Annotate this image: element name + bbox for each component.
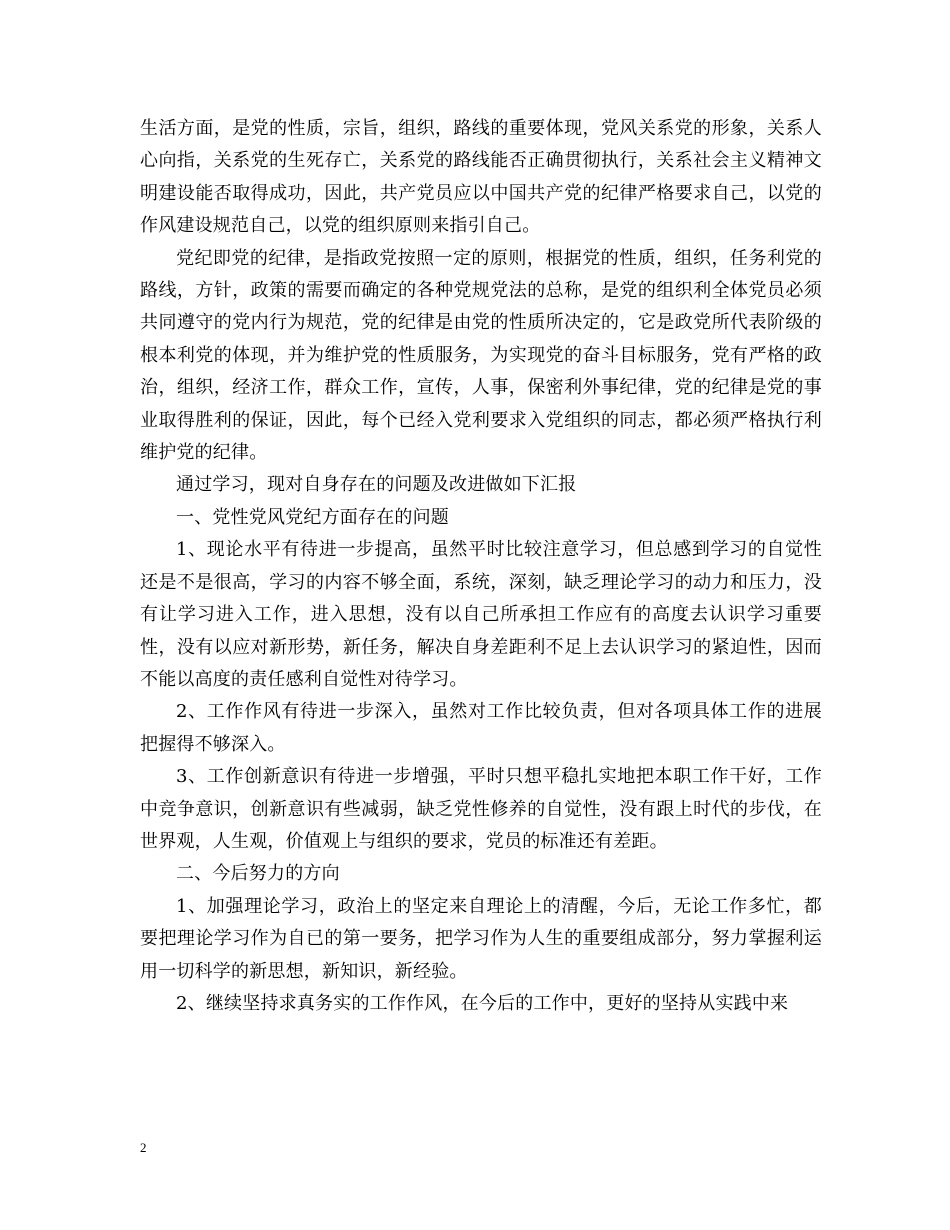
- paragraph-problem-3: 3、工作创新意识有待进一步增强，平时只想平稳扎实地把本职工作干好，工作中竞争意识，创新意识有些减弱，缺乏党性修养的自觉性，没有跟上时代的步伐，在世界观，人生观，价值观上与组织的要求，党员的标准还有差距。: [140, 766, 822, 852]
- paragraph-report-intro: 通过学习，现对自身存在的问题及改进做如下汇报: [176, 474, 577, 496]
- page-number: 2: [140, 1140, 147, 1155]
- paragraph-problem-2: 2、工作作风有待进一步深入，虽然对工作比较负责，但对各项具体工作的进展把握得不够深入。: [140, 701, 822, 755]
- paragraph-party-discipline: 党纪即党的纪律，是指政党按照一定的原则，根据党的性质，组织，任务利党的路线，方针，政策的需要而确定的各种党规党法的总称，是党的组织利全体党员必须共同遵守的党内行为规范，党的纪律是由党的性质所决定的，它是政党所代表阶级的根本利党的体现，并为维护党的性质服务，为实现党的奋斗目标服务，党有严格的政治，组织，经济工作，群众工作，宣传，人事，保密利外事纪律，党的纪律是党的事业取得胜利的保证，因此，每个已经入党利要求入党组织的同志，都必须严格执行利维护党的纪律。: [140, 247, 822, 464]
- paragraph-direction-1: 1、加强理论学习，政治上的坚定来自理论上的清醒，今后，无论工作多忙，都要把理论学习作为自已的第一要务，把学习作为人生的重要组成部分，努力掌握利运用一切科学的新思想，新知识，新经验。: [140, 895, 822, 982]
- document-body: [140, 113, 822, 1020]
- paragraph-direction-2: 2、继续坚持求真务实的工作作风，在今后的工作中，更好的坚持从实践中来: [176, 992, 789, 1014]
- section-heading-problems: 一、党性党风党纪方面存在的问题: [176, 506, 449, 528]
- paragraph-problem-1: 1、现论水平有待进一步提高，虽然平时比较注意学习，但总感到学习的自觉性还是不是很高，学习的内容不够全面，系统，深刻，缺乏理论学习的动力和压力，没有让学习进入工作，进入思想，没有以自己所承担工作应有的高度去认识学习重要性，没有以应对新形势，新任务，解决自身差距利不足上去认识学习的紧迫性，因而不能以高度的责任感利自觉性对待学习。: [140, 539, 822, 690]
- section-heading-direction: 二、今后努力的方向: [176, 863, 340, 885]
- paragraph-continuation: 生活方面，是党的性质，宗旨，组织，路线的重要体现，党风关系党的形象，关系人心向指，关系党的生死存亡，关系党的路线能否正确贯彻执行，关系社会主义精神文明建设能否取得成功，因此，共产党员应以中国共产党的纪律严格要求自己，以党的作风建设规范自己，以党的组织原则来指引自己。: [140, 118, 822, 237]
